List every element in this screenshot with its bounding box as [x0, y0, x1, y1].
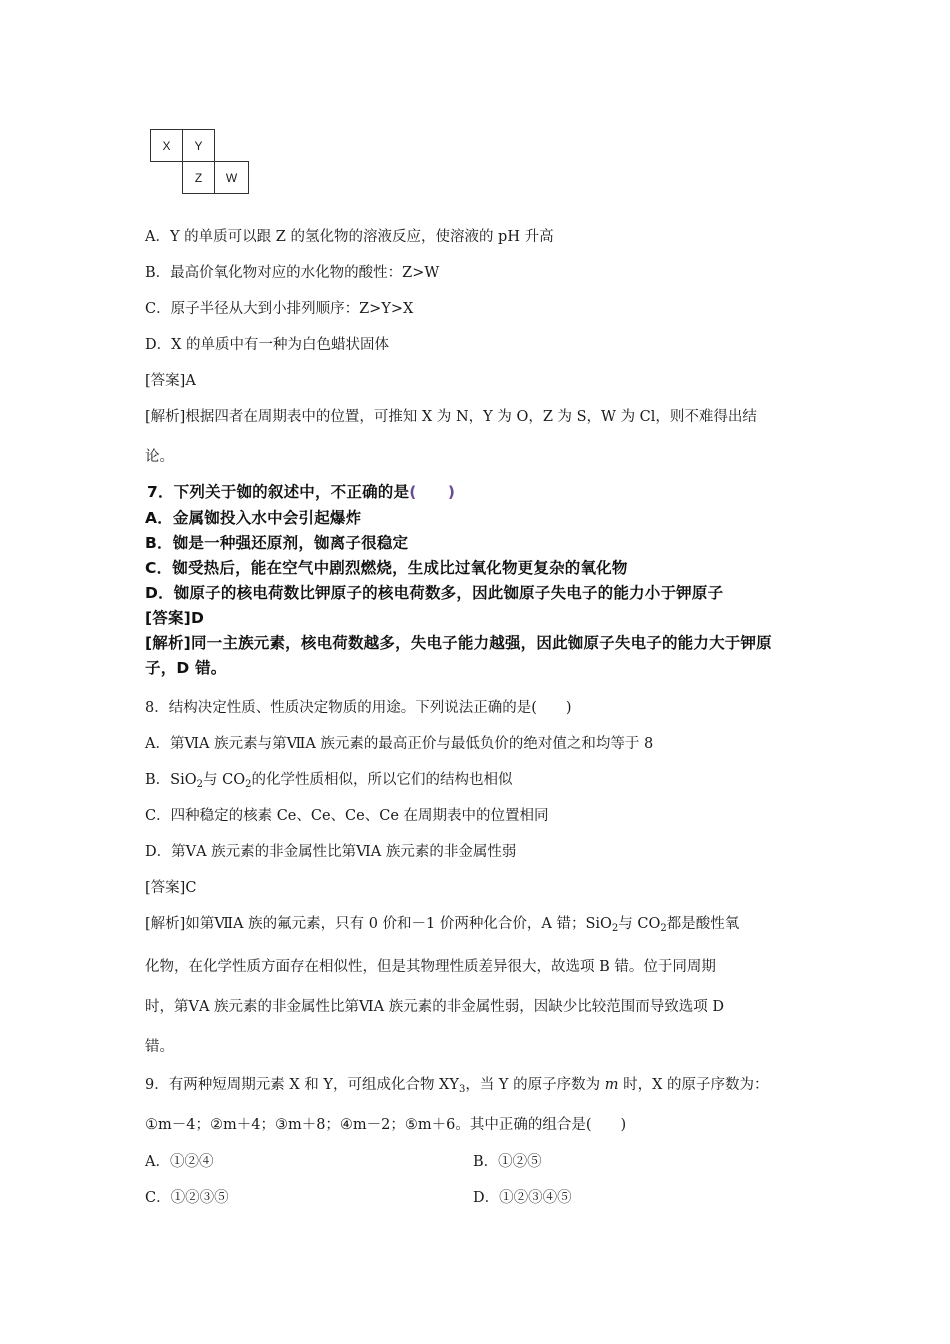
q8-answer: [答案]C [145, 880, 197, 896]
grid-cell-y: Y [182, 129, 215, 162]
grid-cell-w: W [214, 161, 249, 194]
subscript: 2 [611, 923, 619, 934]
q8-analysis-part-3: 都是酸性氧 [666, 916, 740, 932]
q8-analysis-line-1 [145, 914, 739, 934]
q9-stem-line-1 [145, 1075, 769, 1095]
q6-answer: [答案]A [145, 373, 196, 389]
q6-option-b: B．最高价氧化物对应的水化物的酸性：Z>W [145, 265, 440, 281]
q9-stem-line-2: ①m－4；②m＋4；③m＋8；④m－2；⑤m＋6。其中正确的组合是( ) [145, 1117, 627, 1133]
q9-option-a: A．①②④ [145, 1154, 214, 1170]
q6-option-d: D．X 的单质中有一种为白色蜡状固体 [145, 337, 390, 353]
subscript: 2 [660, 923, 667, 934]
q8-analysis-line-2: 化物，在化学性质方面存在相似性，但是其物理性质差异很大，故选项 B 错。位于同周期 [145, 959, 716, 975]
q9-variable-m: m [604, 1077, 619, 1093]
subscript: 2 [196, 779, 203, 790]
q7-analysis-line-1: [解析]同一主族元素，核电荷数越多，失电子能力越强，因此铷原子失电子的能力大于钾原 [145, 634, 772, 652]
q9-option-c: C．①②③⑤ [145, 1190, 229, 1206]
q6-option-c: C．原子半径从大到小排列顺序：Z>Y>X [145, 301, 414, 317]
q6-analysis-line-1: [解析]根据四者在周期表中的位置，可推知 X 为 N，Y 为 O，Z 为 S，W 为 Cl，则不难得出结 [145, 409, 757, 425]
q7-analysis-line-2: 子，D 错。 [145, 659, 227, 677]
q9-stem-part-1: 9．有两种短周期元素 X 和 Y，可组成化合物 XY [145, 1077, 459, 1093]
subscript: 3 [458, 1084, 466, 1095]
q8-option-b-part-1: B．SiO [145, 772, 197, 788]
q9-option-d: D．①②③④⑤ [473, 1190, 572, 1206]
grid-cell-z: Z [182, 161, 215, 194]
q8-option-a: A．第ⅥA 族元素与第ⅦA 族元素的最高正价与最低负价的绝对值之和均等于 8 [145, 736, 654, 752]
q8-option-c: C．四种稳定的核素 Ce、Ce、Ce、Ce 在周期表中的位置相同 [145, 808, 549, 824]
q8-analysis-line-4: 错。 [145, 1039, 174, 1055]
q7-answer-paren: ( ) [409, 483, 456, 501]
q8-analysis-part-2: 与 CO [618, 916, 661, 932]
q8-option-d: D．第ⅤA 族元素的非金属性比第ⅥA 族元素的非金属性弱 [145, 844, 517, 860]
q8-analysis-part-1: [解析]如第ⅦA 族的氟元素，只有 0 价和－1 价两种化合价，A 错；SiO [145, 916, 612, 932]
periodic-table-fragment [150, 129, 250, 197]
q7-option-b: B．铷是一种强还原剂，铷离子很稳定 [145, 534, 409, 552]
q6-option-a: A．Y 的单质可以跟 Z 的氢化物的溶液反应，使溶液的 pH 升高 [145, 229, 554, 245]
q7-stem [147, 482, 455, 502]
q8-option-b [145, 770, 512, 790]
q9-stem-part-2: ，当 Y 的原子序数为 [465, 1077, 605, 1093]
q6-analysis-line-2: 论。 [145, 449, 174, 465]
q8-option-b-part-3: 的化学性质相似，所以它们的结构也相似 [251, 772, 513, 788]
q8-stem: 8．结构决定性质、性质决定物质的用途。下列说法正确的是( ) [145, 700, 572, 716]
q7-option-a: A．金属铷投入水中会引起爆炸 [145, 509, 362, 527]
q8-analysis-line-3: 时，第ⅤA 族元素的非金属性比第ⅥA 族元素的非金属性弱，因缺少比较范围而导致选项 D [145, 999, 724, 1015]
q8-option-b-part-2: 与 CO [203, 772, 246, 788]
q7-option-c: C．铷受热后，能在空气中剧烈燃烧，生成比过氧化物更复杂的氧化物 [145, 559, 628, 577]
subscript: 2 [245, 779, 252, 790]
q9-stem-part-3: 时，X 的原子序数为： [618, 1077, 769, 1093]
q7-answer: [答案]D [145, 609, 205, 627]
grid-cell-x: X [150, 129, 183, 162]
q9-option-b: B．①②⑤ [473, 1154, 542, 1170]
q7-option-d: D．铷原子的核电荷数比钾原子的核电荷数多，因此铷原子失电子的能力小于钾原子 [145, 584, 724, 602]
q7-stem-text: 7．下列关于铷的叙述中，不正确的是 [147, 483, 410, 501]
